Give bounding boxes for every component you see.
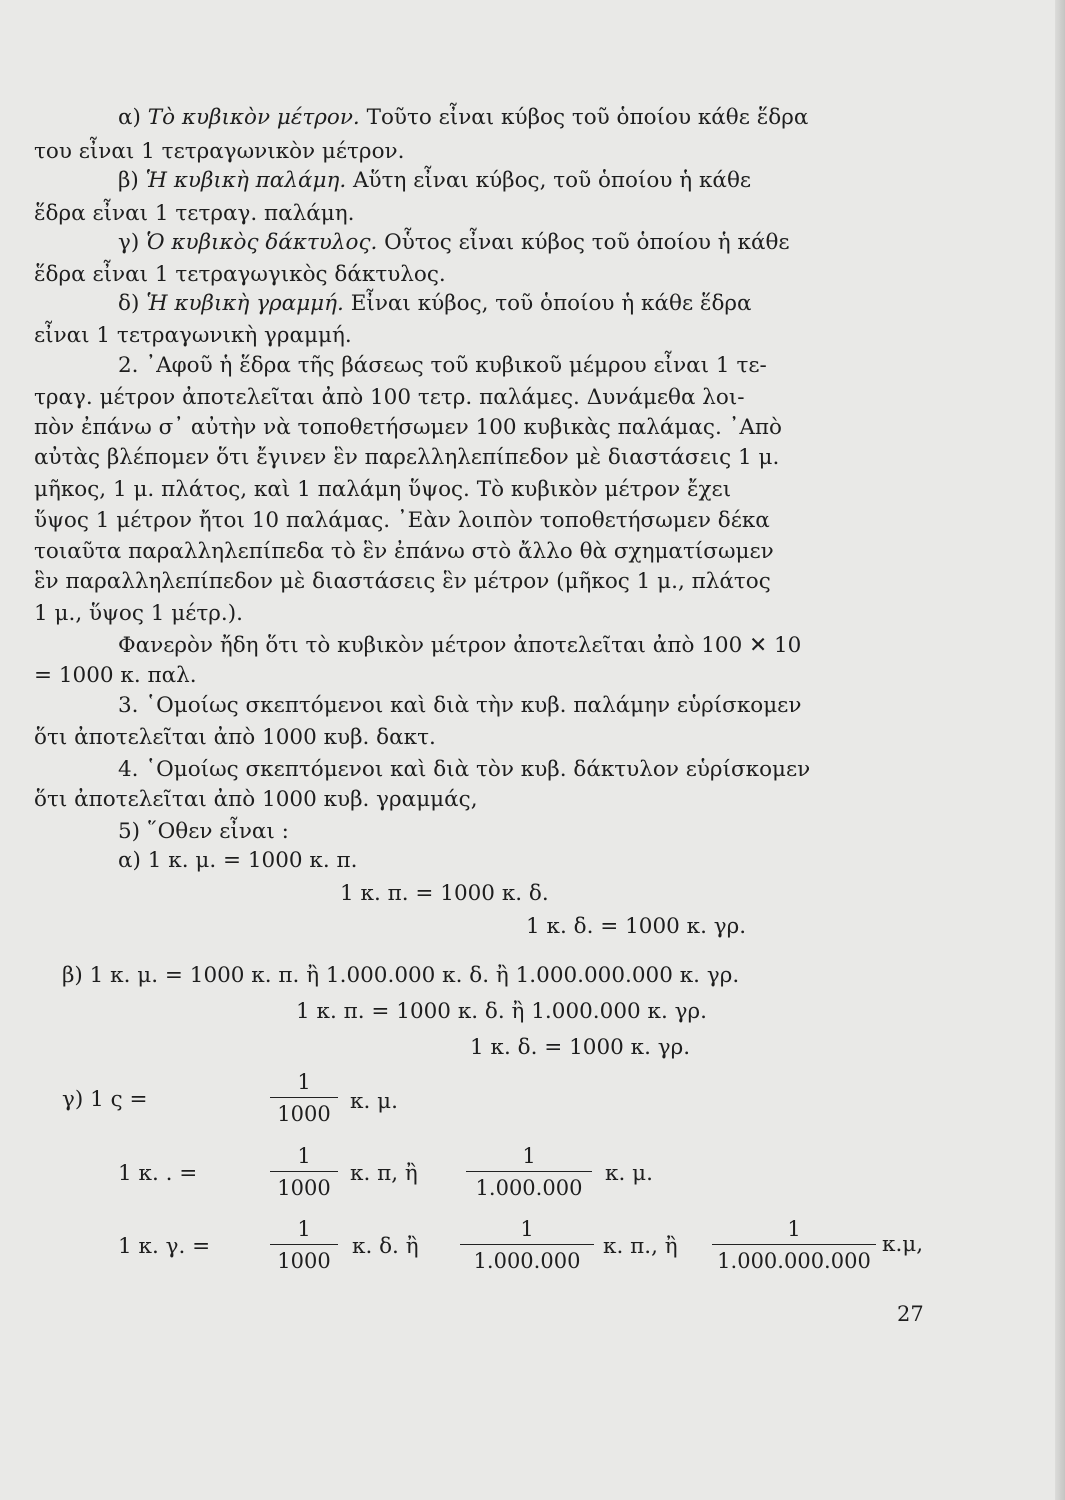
fraction <box>270 1142 338 1202</box>
fraction <box>466 1142 592 1202</box>
item-g-line1 <box>118 229 790 257</box>
equation-c3-mid1: κ. δ. ἢ <box>352 1234 419 1259</box>
fraction-denominator: 1.000.000 <box>473 1249 581 1273</box>
p2-line: πὸν ἐπάνω σ᾿ αὐτὴν νὰ τοποθετήσωμεν 100 κυβικὰς παλάμας. ᾿Απὸ <box>34 415 782 440</box>
item-g-title: Ὁ κυβικὸς δάκτυλος. <box>146 230 378 255</box>
item-b-title: Ἡ κυβικὴ παλάμη. <box>145 168 347 193</box>
p2b-line: Φανερὸν ἤδη ὅτι τὸ κυβικὸν μέτρον ἀποτελεῖται ἀπὸ 100 ✕ 10 <box>118 633 802 658</box>
equation-c3-left: 1 κ. γ. = <box>118 1234 211 1259</box>
fraction-numerator: 1 <box>297 1217 311 1241</box>
fraction-numerator: 1 <box>297 1070 311 1094</box>
item-d-title: Ἡ κυβικὴ γραμμή. <box>146 291 344 316</box>
p2-line: ἓν παραλληλεπίπεδον μὲ διαστάσεις ἓν μέτρον (μῆκος 1 μ., πλάτος <box>34 569 771 594</box>
p2-line: τραγ. μέτρον ἀποτελεῖται ἀπὸ 100 τετρ. παλάμες. Δυνάμεθα λοι- <box>34 385 745 410</box>
equation-b1: β) 1 κ. μ. = 1000 κ. π. ἢ 1.000.000 κ. δ. ἢ 1.000.000.000 κ. γρ. <box>62 963 740 988</box>
p5-line: 5) ῞Οθεν εἶναι : <box>118 819 289 844</box>
fraction-denominator: 1000 <box>277 1176 331 1200</box>
equation-c3-unit: κ.μ, <box>882 1232 924 1257</box>
fraction-numerator: 1 <box>522 1144 536 1168</box>
equation-b2: 1 κ. π. = 1000 κ. δ. ἢ 1.000.000 κ. γρ. <box>296 999 707 1024</box>
fraction <box>270 1215 338 1275</box>
item-d-line2: εἶναι 1 τετραγωνικὴ γραμμή. <box>34 323 352 348</box>
item-b-line2: ἕδρα εἶναι 1 τετραγ. παλάμη. <box>34 201 355 226</box>
p3-line: 3. ῾Ομοίως σκεπτόμενοι καὶ διὰ τὴν κυβ. παλάμην εὑρίσκομεν <box>118 693 802 718</box>
fraction-denominator: 1000 <box>277 1249 331 1273</box>
equation-c2-left: 1 κ. . = <box>118 1161 198 1186</box>
fraction-denominator: 1.000.000.000 <box>717 1249 871 1273</box>
item-a-line1 <box>118 104 808 132</box>
equation-c2-unit: κ. μ. <box>605 1161 653 1186</box>
equation-b3: 1 κ. δ. = 1000 κ. γρ. <box>470 1035 691 1060</box>
fraction-bar <box>270 1097 338 1098</box>
item-b-label: β) <box>118 168 139 193</box>
fraction-numerator: 1 <box>520 1217 534 1241</box>
equation-c1-left: γ) 1 ς = <box>62 1087 148 1112</box>
p4-line: ὅτι ἀποτελεῖται ἀπὸ 1000 κυβ. γραμμάς, <box>34 787 478 812</box>
equation-c2-mid: κ. π, ἢ <box>350 1161 418 1186</box>
equation-a3: 1 κ. δ. = 1000 κ. γρ. <box>526 914 747 939</box>
fraction-bar <box>466 1171 592 1172</box>
item-d-line1 <box>118 290 752 318</box>
item-b-text: Αὕτη εἶναι κύβος, τοῦ ὁποίου ἡ κάθε <box>353 168 752 193</box>
fraction-denominator: 1000 <box>277 1102 331 1126</box>
fraction-numerator: 1 <box>787 1217 801 1241</box>
equation-c1-unit: κ. μ. <box>350 1089 398 1114</box>
equation-c3-mid2: κ. π., ἢ <box>603 1234 678 1259</box>
fraction-denominator: 1.000.000 <box>475 1176 583 1200</box>
item-g-text: Οὗτος εἶναι κύβος τοῦ ὁποίου ἡ κάθε <box>384 230 790 255</box>
item-g-line2: ἕδρα εἶναι 1 τετραγωγικὸς δάκτυλος. <box>34 262 446 287</box>
fraction-bar <box>460 1244 594 1245</box>
equation-a1: α) 1 κ. μ. = 1000 κ. π. <box>118 848 358 873</box>
p2b-line: = 1000 κ. παλ. <box>34 663 197 688</box>
item-d-label: δ) <box>118 291 140 316</box>
item-a-label: α) <box>118 105 141 130</box>
fraction-bar <box>712 1244 876 1245</box>
item-a-title: Τὸ κυβικὸν μέτρον. <box>147 105 360 130</box>
fraction-bar <box>270 1244 338 1245</box>
p2-line: τοιαῦτα παραλληλεπίπεδα τὸ ἓν ἐπάνω στὸ ἄλλο θὰ σχηματίσωμεν <box>34 539 774 564</box>
p2-line: 2. ᾿Αφοῦ ἡ ἕδρα τῆς βάσεως τοῦ κυβικοῦ μέμρου εἶναι 1 τε- <box>118 353 767 378</box>
fraction <box>270 1068 338 1128</box>
p2-line: μῆκος, 1 μ. πλάτος, καὶ 1 παλάμη ὕψος. Τὸ κυβικὸν μέτρον ἔχει <box>34 477 732 502</box>
p4-line: 4. ῾Ομοίως σκεπτόμενοι καὶ διὰ τὸν κυβ. δάκτυλον εὑρίσκομεν <box>118 757 811 782</box>
p3-line: ὅτι ἀποτελεῖται ἀπὸ 1000 κυβ. δακτ. <box>34 725 436 750</box>
fraction-bar <box>270 1171 338 1172</box>
equation-a2: 1 κ. π. = 1000 κ. δ. <box>340 881 549 906</box>
item-d-text: Εἶναι κύβος, τοῦ ὁποίου ἡ κάθε ἕδρα <box>350 291 752 316</box>
item-g-label: γ) <box>118 230 140 255</box>
p2-line: αὐτὰς βλέπομεν ὅτι ἔγινεν ἓν παρελληλεπίπεδον μὲ διαστάσεις 1 μ. <box>34 445 780 470</box>
item-b-line1 <box>118 167 751 195</box>
page-number: 27 <box>897 1302 924 1326</box>
item-a-text: Τοῦτο εἶναι κύβος τοῦ ὁποίου κάθε ἕδρα <box>366 105 809 130</box>
p2-line: 1 μ., ὕψος 1 μέτρ.). <box>34 601 243 626</box>
fraction-numerator: 1 <box>297 1144 311 1168</box>
p2-line: ὕψος 1 μέτρον ἤτοι 10 παλάμας. ᾿Εὰν λοιπὸν τοποθετήσωμεν δέκα <box>34 508 770 533</box>
fraction <box>712 1215 876 1275</box>
fraction <box>460 1215 594 1275</box>
item-a-line2: του εἶναι 1 τετραγωνικὸν μέτρον. <box>34 139 405 164</box>
page-edge <box>1055 0 1065 1500</box>
